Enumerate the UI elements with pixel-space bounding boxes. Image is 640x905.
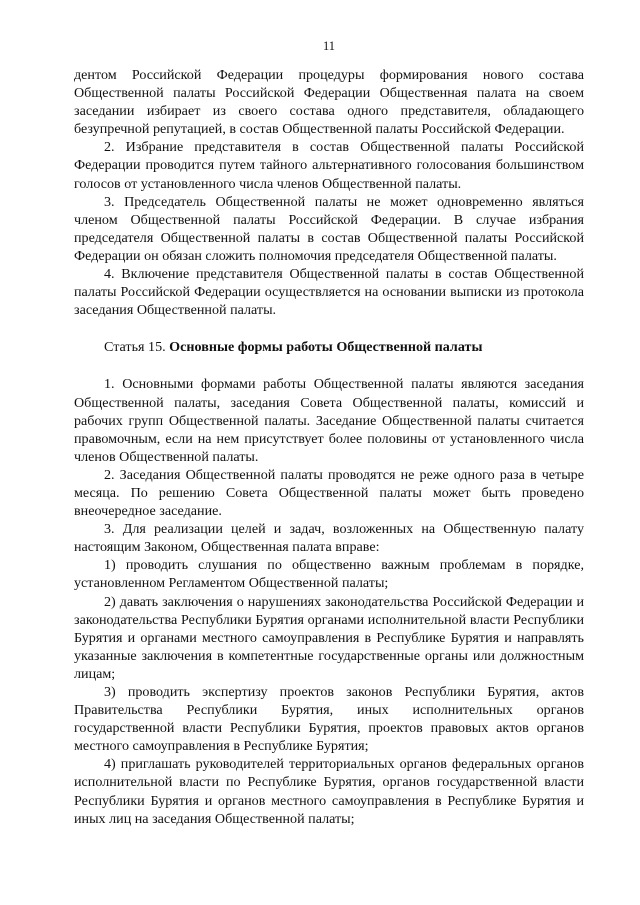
- paragraph-item-4: 4. Включение представителя Общественной палаты в состав Общественной палаты Российской Федерации осуществляется на основании выписки из протокола заседания Общественной палаты.: [74, 266, 584, 319]
- paragraph-item-3: 3. Председатель Общественной палаты не может одновременно являться членом Общественной палаты Российской Федерации. В случае избрания председателя Общественной палаты в состав Общественной палаты Российской Федерации он обязан сложить полномочия председателя Общественной палаты.: [74, 193, 584, 264]
- paragraph-continuation: дентом Российской Федерации процедуры формирования нового состава Общественной палаты Российской Федерации Общественная палата на своем заседании избирает из своего состава одного представителя, обладающего безупречной репутацией, в состав Общественной палаты Российской Федерации.: [74, 67, 584, 138]
- list-item-4: 4) приглашать руководителей территориальных органов федеральных органов исполнительной власти по Республике Бурятия, органов государственной власти Республики Бурятия и органов местного самоуправления в Республике Бурятия и иных лиц на заседания Общественной палаты;: [74, 756, 584, 827]
- article-heading: [74, 338, 584, 356]
- article-title: Основные формы работы Общественной палаты: [169, 339, 483, 356]
- list-item-2: 2) давать заключения о нарушениях законодательства Российской Федерации и законодательства Республики Бурятия органами исполнительной власти Республики Бурятия и органами местного самоуправления в Республике Бурятия и направлять указанные заключения в компетентные государственные органы или должностным лицам;: [74, 593, 584, 682]
- page-number: 11: [322, 39, 336, 53]
- list-item-3: 3) проводить экспертизу проектов законов Республики Бурятия, актов Правительства Республики Бурятия, иных исполнительных органов государственной власти Республики Бурятия, проектов правовых актов органов местного самоуправления в Республике Бурятия;: [74, 684, 584, 755]
- article-paragraph-2: 2. Заседания Общественной палаты проводятся не реже одного раза в четыре месяца. По решению Совета Общественной палаты может быть проведено внеочередное заседание.: [74, 466, 584, 520]
- article-paragraph-1: 1. Основными формами работы Общественной палаты являются заседания Общественной палаты, заседания Совета Общественной палаты, комиссий и рабочих групп Общественной палаты. Заседание Общественной палаты считается правомочным, если на нем присутствует более половины от установленного числа членов Общественной палаты.: [74, 376, 584, 465]
- list-item-1: 1) проводить слушания по общественно важным проблемам в порядке, установленном Регламентом Общественной палаты;: [74, 557, 584, 592]
- document-page: [74, 38, 584, 828]
- article-number: Статья 15.: [104, 339, 170, 356]
- paragraph-item-2: 2. Избрание представителя в состав Общественной палаты Российской Федерации проводится путем тайного альтернативного голосования большинством голосов от установленного числа членов Общественной палаты.: [74, 139, 584, 192]
- article-paragraph-3: 3. Для реализации целей и задач, возложенных на Общественную палату настоящим Законом, Общественная палата вправе:: [74, 521, 584, 556]
